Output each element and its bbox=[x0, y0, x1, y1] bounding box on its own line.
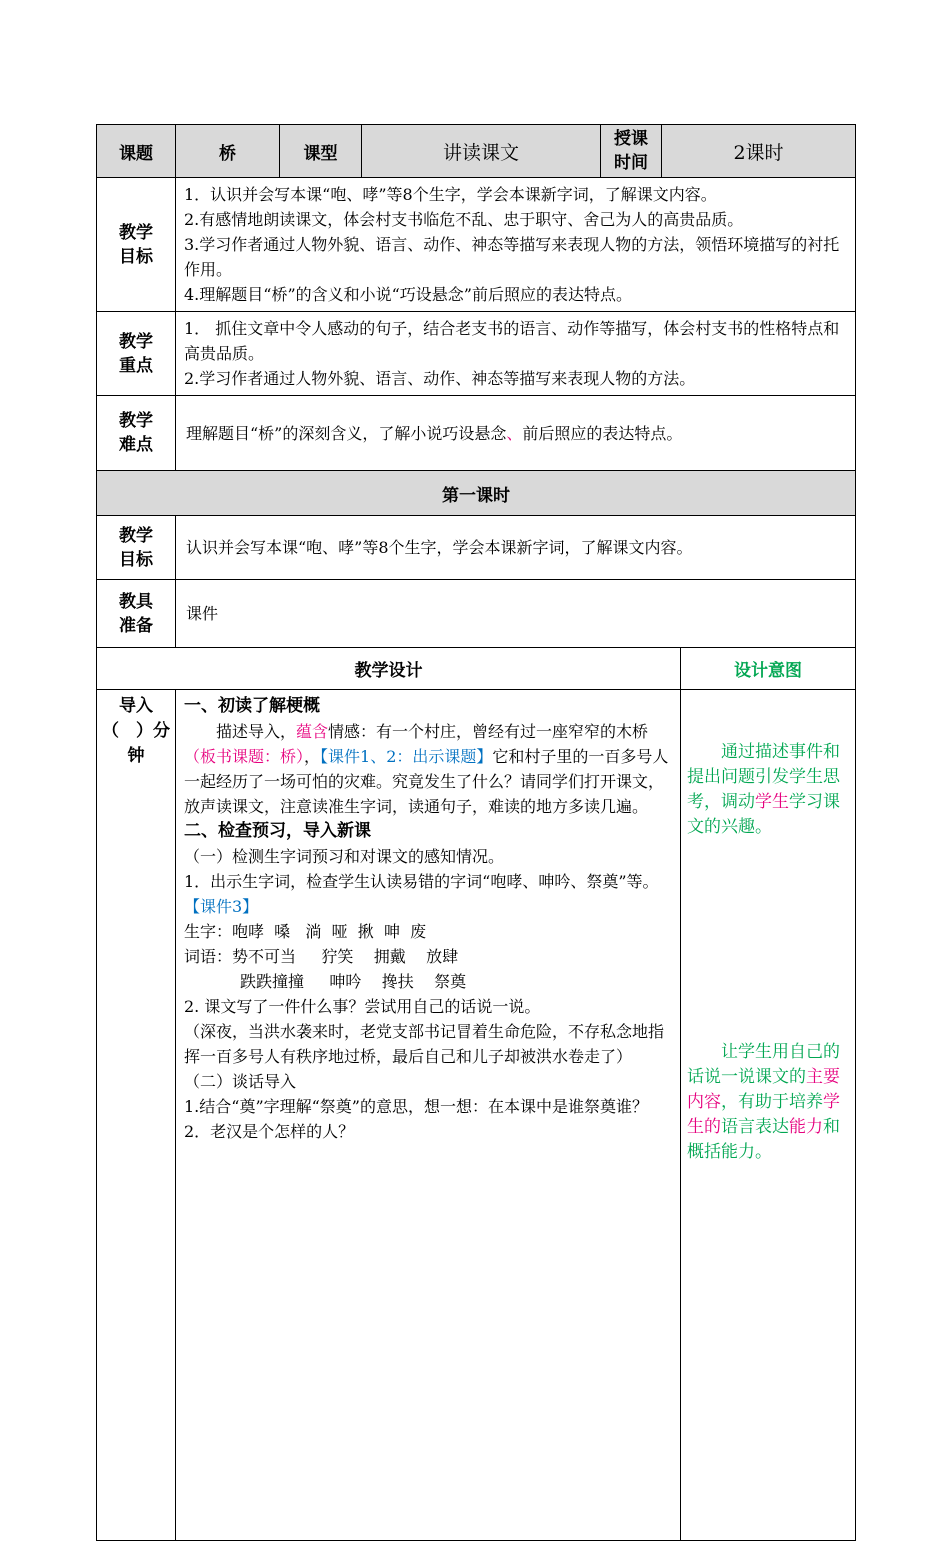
intro-intent-content bbox=[681, 690, 856, 1541]
lesson1-title: 第一课时 bbox=[97, 471, 856, 516]
lesson1-goal-label-line2: 目标 bbox=[119, 549, 153, 570]
lesson1-tools-label-line1: 教具 bbox=[119, 591, 153, 612]
key-points-label bbox=[97, 312, 176, 396]
goals-label-line1: 教学 bbox=[119, 222, 153, 243]
header-row bbox=[97, 125, 856, 178]
question: 1．出示生字词，检查学生认读易错的字词“咆哮、呻吟、祭奠”等。 bbox=[184, 872, 659, 891]
difficulties-content bbox=[176, 396, 856, 471]
goal-item: 2.有感情地朗读课文，体会村支书临危不乱、忠于职守、舍己为人的高贵品质。 bbox=[184, 210, 744, 229]
design-header-row bbox=[97, 648, 856, 690]
time-label-line1: 授课 bbox=[614, 129, 649, 149]
title-label: 课题 bbox=[97, 125, 176, 178]
courseware-note: 【课件3】 bbox=[184, 897, 259, 916]
intro-paragraph: 描述导入，蕴含情感：有一个村庄，曾经有过一座窄窄的木桥（板书课题：桥），【课件1、2：出示课题】它和村子里的一百多号人一起经历了一场可怕的灾难。究竟发生了什么？请同学们打开课文，放声读课文，注意读准生字词，读通句子，难读的地方多读几遍。 bbox=[184, 722, 669, 816]
difficulties-text: 理解题目“桥”的深刻含义，了解小说巧设悬念 bbox=[186, 423, 507, 443]
highlight-word: 蕴含 bbox=[296, 722, 329, 741]
key-point-item: 2.学习作者通过人物外貌、语言、动作、神态等描写来表现人物的方法。 bbox=[184, 369, 696, 388]
subsection-title: （一）检测生字词预习和对课文的感知情况。 bbox=[184, 847, 505, 866]
board-note: （板书课题：桥） bbox=[184, 747, 305, 766]
difficulties-row bbox=[97, 396, 856, 471]
chars-line: 生字：咆哮 嗓 淌 哑 揪 呻 废 bbox=[184, 922, 427, 941]
question: 2．老汉是个怎样的人？ bbox=[184, 1122, 355, 1141]
time-label bbox=[601, 125, 662, 178]
intro-label-line3: 钟 bbox=[127, 746, 145, 766]
question: 1.结合“奠”字理解“祭奠”的意思，想一想：在本课中是谁祭奠谁？ bbox=[184, 1097, 648, 1116]
answer: （深夜，当洪水袭来时，老党支部书记冒着生命危险，不存私念地指挥一百多号人有秩序地过桥，最后自己和儿子却被洪水卷走了） bbox=[184, 1022, 665, 1066]
intro-label-line2: （ ）分 bbox=[102, 721, 170, 741]
section-title: 二、检查预习，导入新课 bbox=[184, 821, 371, 841]
difficulties-label-line1: 教学 bbox=[119, 411, 153, 431]
lesson1-title-row bbox=[97, 471, 856, 516]
goals-label-line2: 目标 bbox=[119, 246, 153, 267]
type-value: 讲读课文 bbox=[362, 125, 601, 178]
courseware-note: 【课件1、2：出示课题】 bbox=[320, 747, 493, 766]
goals-content bbox=[176, 178, 856, 312]
goal-item: 1．认识并会写本课“咆、哮”等8个生字，学会本课新字词，了解课文内容。 bbox=[184, 185, 717, 204]
intent-header: 设计意图 bbox=[681, 648, 856, 690]
lesson1-goal-text: 认识并会写本课“咆、哮”等8个生字，学会本课新字词，了解课文内容。 bbox=[176, 516, 856, 580]
section-title: 一、初读了解梗概 bbox=[184, 696, 320, 716]
key-points-label-line2: 重点 bbox=[119, 355, 153, 376]
difficulties-label-line2: 难点 bbox=[119, 435, 153, 455]
intro-design-content bbox=[176, 690, 681, 1541]
key-points-label-line1: 教学 bbox=[119, 331, 153, 352]
key-point-item: 1． 抓住文章中令人感动的句子，结合老支书的语言、动作等描写，体会村支书的性格特点和高贵品质。 bbox=[184, 319, 840, 363]
intro-label bbox=[97, 690, 176, 1541]
key-points-content bbox=[176, 312, 856, 396]
lesson-plan-table bbox=[96, 124, 856, 1541]
intent-paragraph: 让学生用自己的话说一说课文的主要内容，有助于培养学生的语言表达能力和概括能力。 bbox=[687, 1042, 841, 1162]
title-value: 桥 bbox=[176, 125, 280, 178]
key-points-row bbox=[97, 312, 856, 396]
goals-row bbox=[97, 178, 856, 312]
lesson1-goal-row bbox=[97, 516, 856, 580]
lesson1-tools-label bbox=[97, 580, 176, 648]
difficulties-label bbox=[97, 396, 176, 471]
lesson1-goal-label-line1: 教学 bbox=[119, 525, 153, 546]
question: 2. 课文写了一件什么事？尝试用自己的话说一说。 bbox=[184, 997, 541, 1016]
intent-paragraph: 通过描述事件和提出问题引发学生思考，调动学生学习课文的兴趣。 bbox=[687, 742, 841, 837]
time-value: 2课时 bbox=[662, 125, 856, 178]
difficulties-text-end: 前后照应的表达特点。 bbox=[522, 423, 683, 443]
words-line: 跌跌撞撞 呻吟 搀扶 祭奠 bbox=[184, 972, 467, 991]
difficulties-separator: 、 bbox=[506, 423, 523, 443]
lesson1-tools-text: 课件 bbox=[176, 580, 856, 648]
intro-row bbox=[97, 690, 856, 1541]
lesson1-tools-row bbox=[97, 580, 856, 648]
intro-label-line1: 导入 bbox=[119, 696, 153, 716]
subsection-title: （二）谈话导入 bbox=[184, 1072, 297, 1091]
goals-label bbox=[97, 178, 176, 312]
design-header: 教学设计 bbox=[97, 648, 681, 690]
time-label-line2: 时间 bbox=[614, 153, 649, 173]
type-label: 课型 bbox=[280, 125, 362, 178]
lesson1-tools-label-line2: 准备 bbox=[119, 615, 153, 636]
goal-item: 4.理解题目“桥”的含义和小说“巧设悬念”前后照应的表达特点。 bbox=[184, 285, 632, 304]
words-line: 词语：势不可当 狞笑 拥戴 放肆 bbox=[184, 947, 459, 966]
goal-item: 3.学习作者通过人物外貌、语言、动作、神态等描写来表现人物的方法，领悟环境描写的衬托作用。 bbox=[184, 235, 840, 279]
lesson1-goal-label bbox=[97, 516, 176, 580]
